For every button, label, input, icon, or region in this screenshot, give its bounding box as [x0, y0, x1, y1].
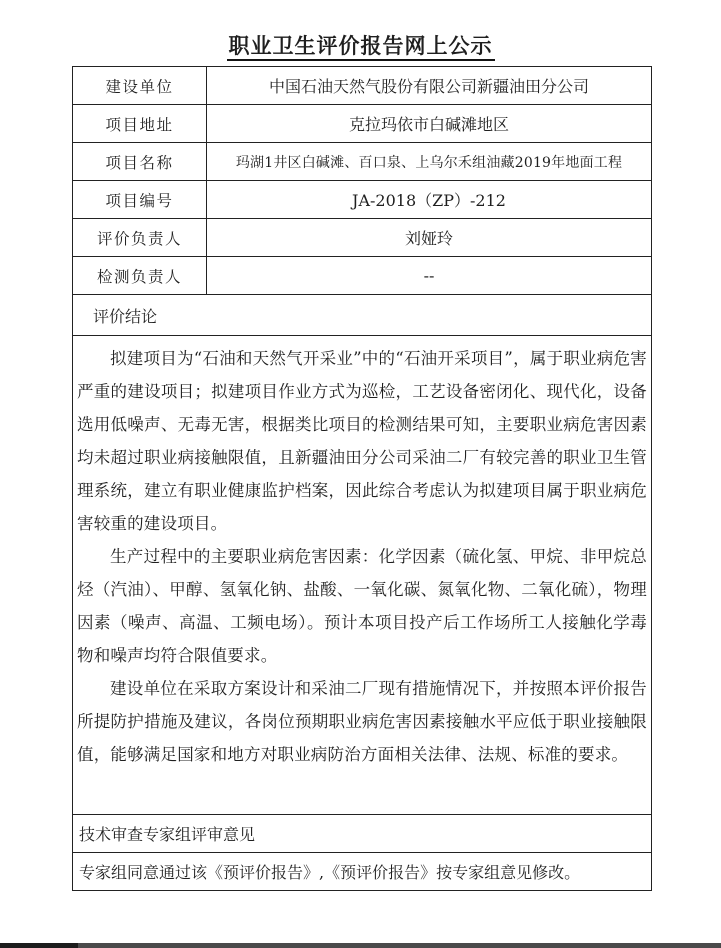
title-row	[0, 0, 721, 61]
table-row	[73, 853, 652, 891]
field-value-project-name: 玛湖1井区白碱滩、百口泉、上乌尔禾组油藏2019年地面工程	[207, 143, 652, 181]
window-edge-dark-segment	[0, 943, 78, 948]
report-table	[72, 66, 652, 891]
field-value-project-address: 克拉玛依市白碱滩地区	[207, 105, 652, 143]
table-row	[73, 257, 652, 295]
field-label-construction-unit: 建设单位	[73, 67, 207, 105]
conclusion-heading: 评价结论	[73, 295, 652, 336]
field-value-evaluation-lead: 刘娅玲	[207, 219, 652, 257]
expert-review-opinion: 专家组同意通过该《预评价报告》,《预评价报告》按专家组意见修改。	[73, 853, 652, 891]
field-value-testing-lead: --	[207, 257, 652, 295]
conclusion-paragraph-3: 建设单位在采取方案设计和采油二厂现有措施情况下，并按照本评价报告所提防护措施及建议，各岗位预期职业病危害因素接触水平应低于职业接触限值，能够满足国家和地方对职业病防治方面相关法律、法规、标准的要求。	[77, 679, 647, 764]
conclusion-body	[73, 336, 652, 815]
table-row	[73, 336, 652, 815]
table-row	[73, 181, 652, 219]
field-value-project-number: JA-2018（ZP）-212	[207, 181, 652, 219]
field-label-project-number: 项目编号	[73, 181, 207, 219]
page-title: 职业卫生评价报告网上公示	[227, 33, 495, 61]
expert-review-heading: 技术审查专家组评审意见	[73, 815, 652, 853]
table-row	[73, 67, 652, 105]
field-value-construction-unit: 中国石油天然气股份有限公司新疆油田分公司	[207, 67, 652, 105]
table-row	[73, 815, 652, 853]
table-row	[73, 295, 652, 336]
window-edge-bar	[0, 943, 721, 948]
field-label-project-address: 项目地址	[73, 105, 207, 143]
field-label-project-name: 项目名称	[73, 143, 207, 181]
conclusion-paragraph-1: 拟建项目为“石油和天然气开采业”中的“石油开采项目”，属于职业病危害严重的建设项目；拟建项目作业方式为巡检，工艺设备密闭化、现代化，设备选用低噪声、无毒无害，根据类比项目的检测结果可知，主要职业病危害因素均未超过职业病接触限值，且新疆油田分公司采油二厂有较完善的职业卫生管理系统，建立有职业健康监护档案，因此综合考虑认为拟建项目属于职业病危害较重的建设项目。	[77, 349, 647, 533]
conclusion-paragraph-2: 生产过程中的主要职业病危害因素：化学因素（硫化氢、甲烷、非甲烷总烃（汽油）、甲醇、氢氧化钠、盐酸、一氧化碳、氮氧化物、二氧化硫），物理因素（噪声、高温、工频电场）。预计本项目投产后工作场所工人接触化学毒物和噪声均符合限值要求。	[77, 547, 647, 665]
table-row	[73, 219, 652, 257]
field-label-evaluation-lead: 评价负责人	[73, 219, 207, 257]
field-label-testing-lead: 检测负责人	[73, 257, 207, 295]
table-row	[73, 105, 652, 143]
table-row	[73, 143, 652, 181]
